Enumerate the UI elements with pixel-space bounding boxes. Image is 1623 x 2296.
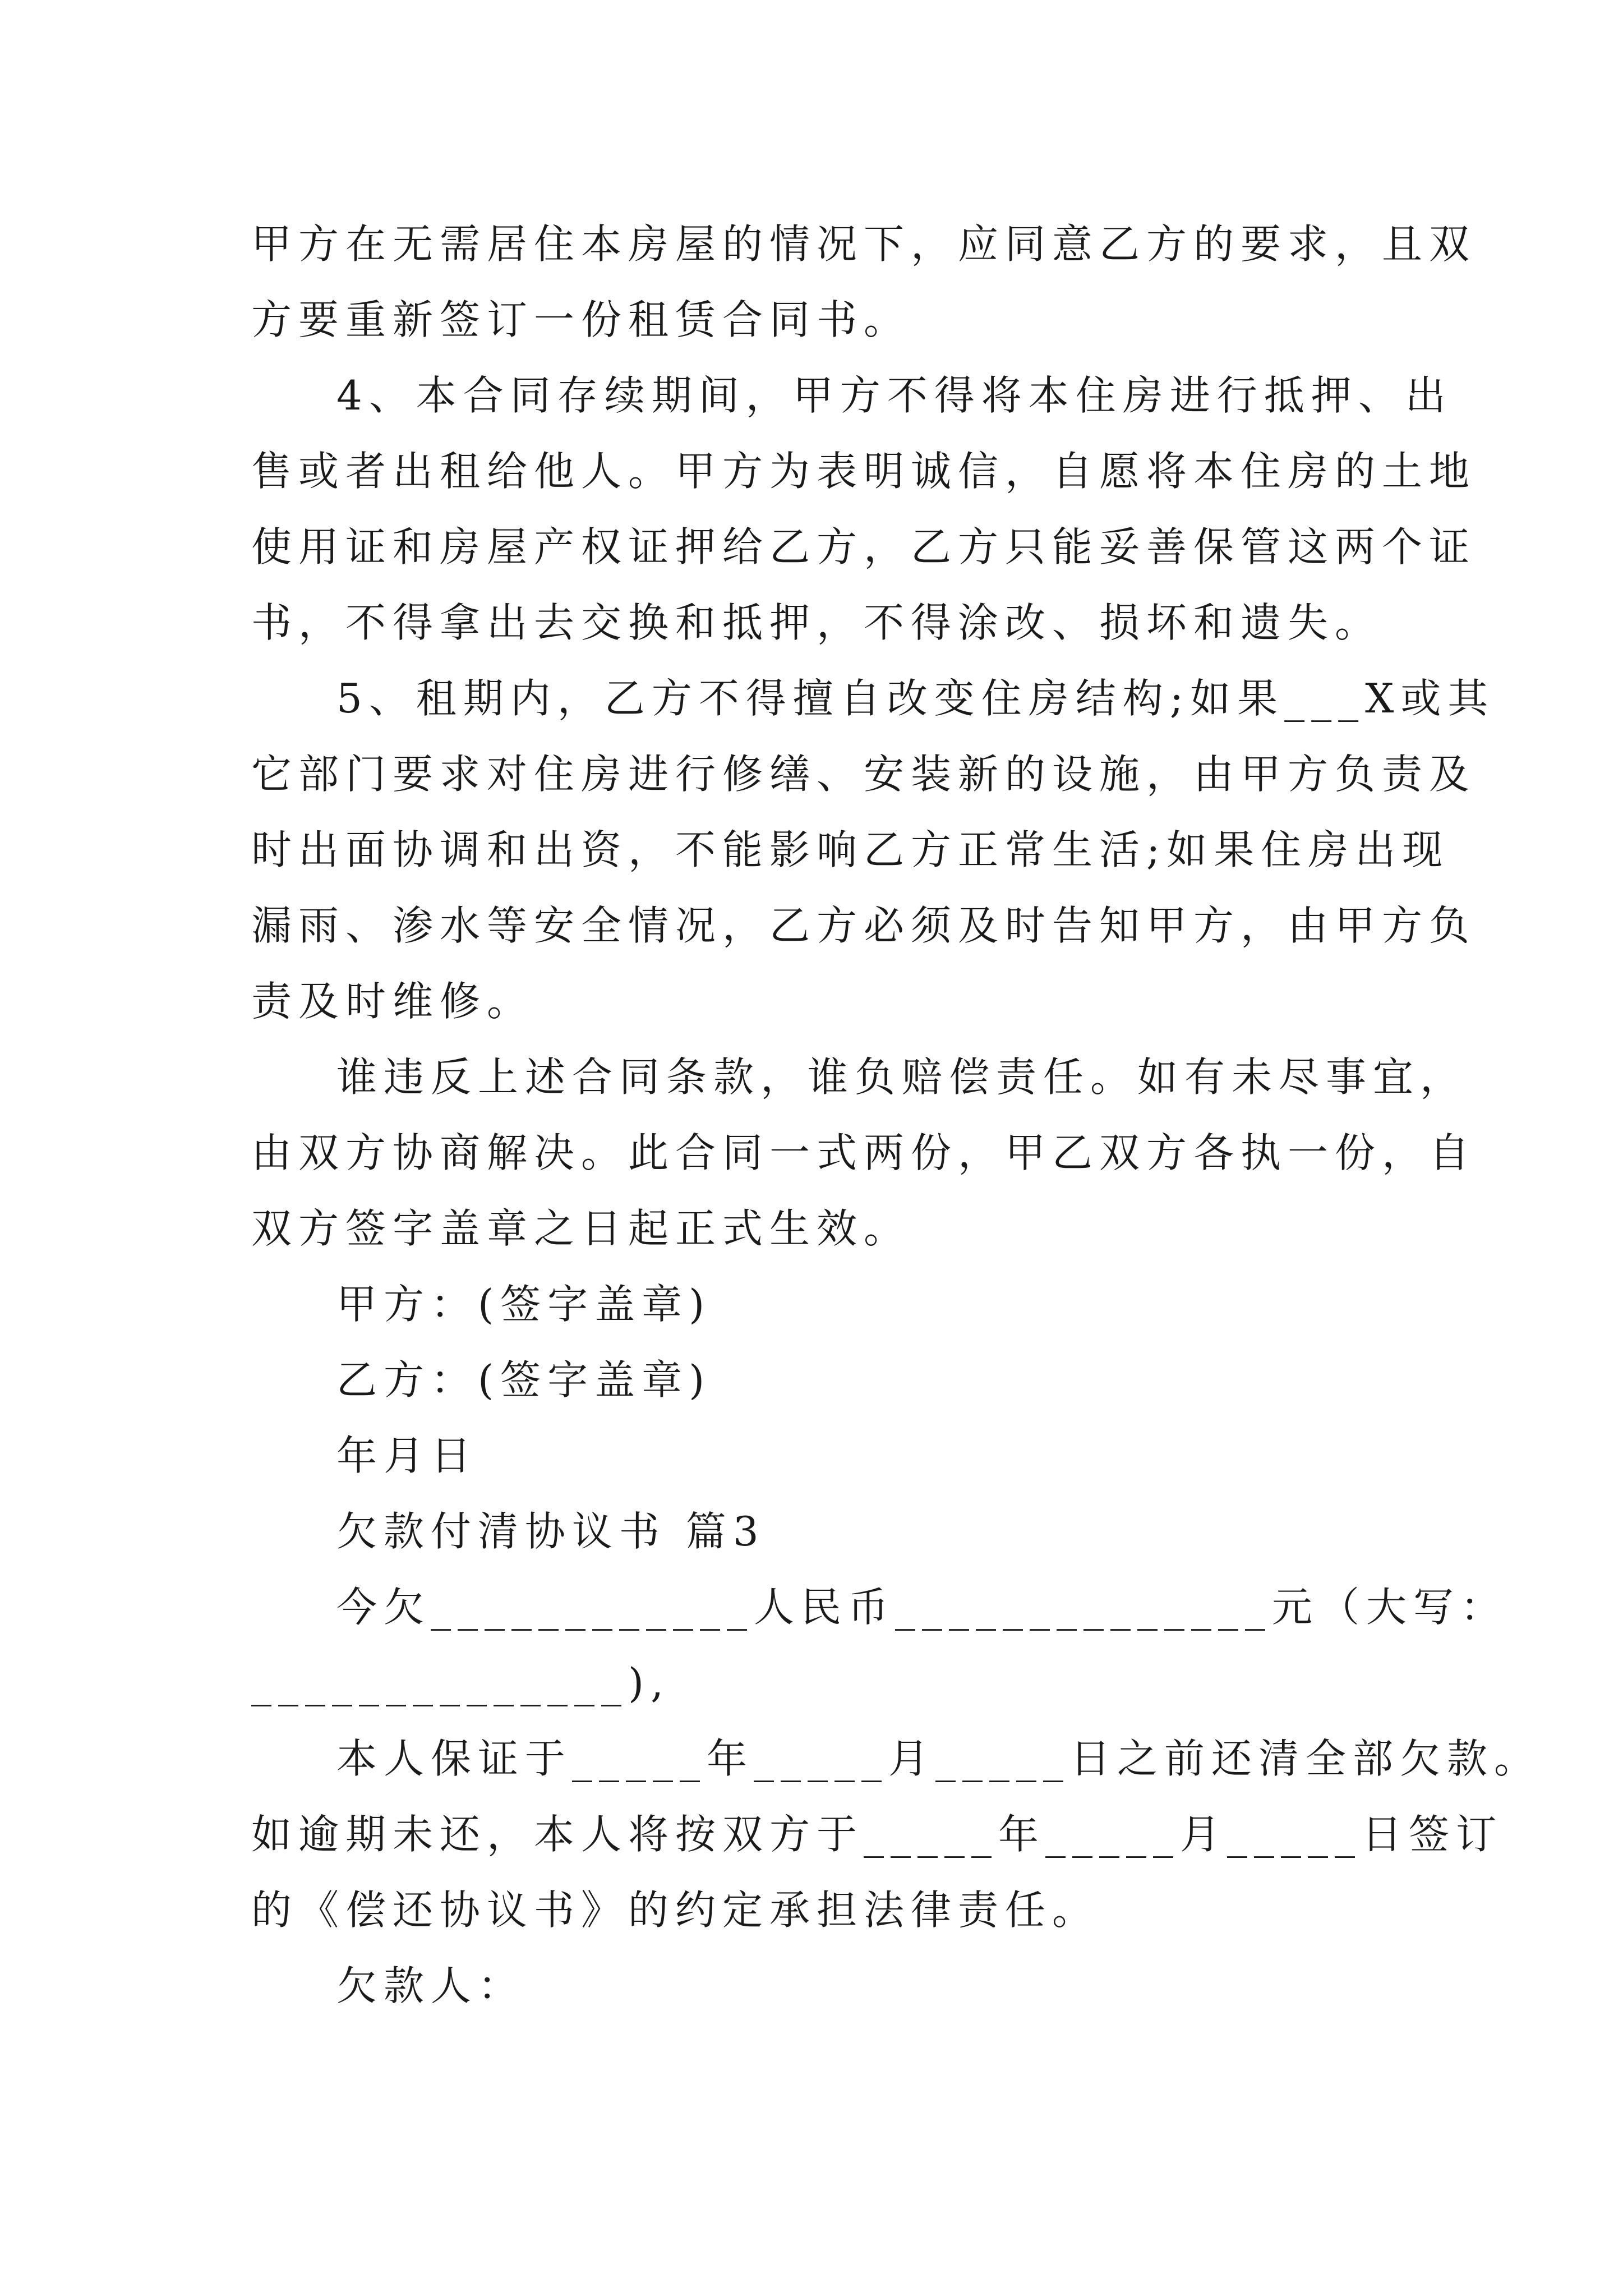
paragraph-line: 双方签字盖章之日起正式生效。 bbox=[251, 1205, 911, 1252]
paragraph-line: 责及时维修。 bbox=[251, 978, 534, 1025]
paragraph-line: 时出面协调和出资，不能影响乙方正常生活;如果住房出现 bbox=[251, 826, 1450, 873]
repayment-line: 本人保证于_____年_____月_____日之前还清全部欠款。 bbox=[336, 1735, 1542, 1782]
clause-5-line: 5、租期内，乙方不得擅自改变住房结构;如果___X或其 bbox=[336, 675, 1495, 722]
paragraph-line: 方要重新签订一份租赁合同书。 bbox=[251, 296, 911, 343]
paragraph-line: 书，不得拿出去交换和抵押，不得涂改、损坏和遗失。 bbox=[251, 599, 1382, 646]
repayment-line: 如逾期未还，本人将按双方于_____年_____月_____日签订 bbox=[251, 1811, 1504, 1858]
repayment-line: 的《偿还协议书》的约定承担法律责任。 bbox=[251, 1887, 1100, 1934]
paragraph-line: 使用证和房屋产权证押给乙方，乙方只能妥善保管这两个证 bbox=[251, 523, 1477, 570]
party-a-signature: 甲方：(签字盖章) bbox=[336, 1281, 712, 1328]
paragraph-line: 它部门要求对住房进行修缮、安装新的设施，由甲方负责及 bbox=[251, 751, 1477, 798]
debtor-label: 欠款人： bbox=[336, 1962, 525, 2009]
date-line: 年月日 bbox=[336, 1432, 478, 1479]
debt-amount-line: 今欠____________人民币______________元（大写： bbox=[336, 1584, 1508, 1631]
debt-amount-line: ______________), bbox=[251, 1659, 670, 1706]
paragraph-line: 甲方在无需居住本房屋的情况下，应同意乙方的要求，且双 bbox=[251, 220, 1477, 268]
paragraph-line: 售或者出租给他人。甲方为表明诚信，自愿将本住房的土地 bbox=[251, 448, 1477, 495]
clause-4-line: 4、本合同存续期间，甲方不得将本住房进行抵押、出 bbox=[336, 372, 1453, 419]
section-title: 欠款付清协议书 篇3 bbox=[336, 1508, 766, 1555]
party-b-signature: 乙方：(签字盖章) bbox=[336, 1356, 712, 1404]
liability-line: 谁违反上述合同条款，谁负赔偿责任。如有未尽事宜， bbox=[336, 1053, 1468, 1101]
paragraph-line: 漏雨、渗水等安全情况，乙方必须及时告知甲方，由甲方负 bbox=[251, 902, 1477, 949]
paragraph-line: 由双方协商解决。此合同一式两份，甲乙双方各执一份，自 bbox=[251, 1129, 1477, 1176]
